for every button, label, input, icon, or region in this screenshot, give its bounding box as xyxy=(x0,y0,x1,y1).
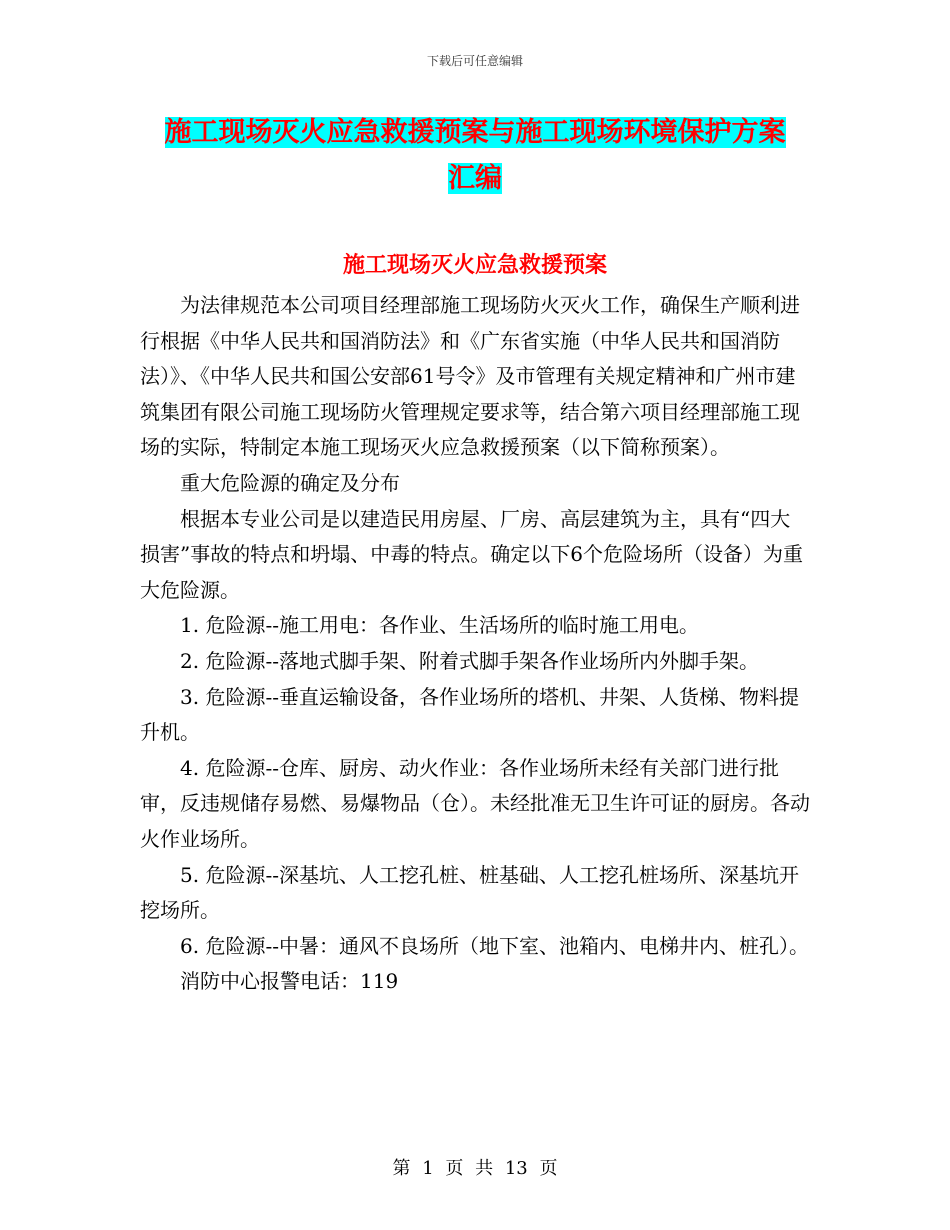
intro-paragraph: 为法律规范本公司项目经理部施工现场防火灭火工作，确保生产顺利进行根据《中华人民共和国消防法》和《广东省实施（中华人民共和国消防法）》、《中华人民共和国公安部61号令》及市管理有关规定精神和广州市建筑集团有限公司施工现场防火管理规定要求等，结合第六项目经理部施工现场的实际，特制定本施工现场灭火应急救援预案（以下简称预案）。 xyxy=(140,293,800,460)
hazard-item-5: 5. 危险源--深基坑、人工挖孔桩、桩基础、人工挖孔桩场所、深基坑开挖场所。 xyxy=(140,862,799,923)
page-footer: 第 1 页 共 13 页 xyxy=(392,1158,558,1179)
section-title: 施工现场灭火应急救援预案 xyxy=(342,252,607,278)
hazard-item-6: 6. 危险源--中暑：通风不良场所（地下室、池箱内、电梯井内、桩孔）。 xyxy=(180,933,809,958)
document-title-line-2: 汇编 xyxy=(448,163,502,194)
hazard-item-4: 4. 危险源--仓库、厨房、动火作业：各作业场所未经有关部门进行批审，反违规储存易燃、易爆物品（仓）。未经批准无卫生许可证的厨房。各动火作业场所。 xyxy=(140,755,810,851)
hazard-item-3: 3. 危险源--垂直运输设备，各作业场所的塔机、井架、人货梯、物料提升机。 xyxy=(140,684,799,745)
document-title xyxy=(140,110,810,202)
fire-alarm-phone: 消防中心报警电话：119 xyxy=(180,969,399,994)
hazard-item-1: 1. 危险源--施工用电：各作业、生活场所的临时施工用电。 xyxy=(180,613,699,638)
hazard-description: 根据本专业公司是以建造民用房屋、厂房、高层建筑为主，具有“四大损害”事故的特点和坍塌、中毒的特点。确定以下6个危险场所（设备）为重大危险源。 xyxy=(140,506,803,602)
page-header-note: 下载后可任意编辑 xyxy=(426,54,523,68)
document-body xyxy=(140,288,810,1000)
hazard-heading: 重大危险源的确定及分布 xyxy=(180,470,400,495)
document-title-line-1: 施工现场灭火应急救援预案与施工现场环境保护方案 xyxy=(164,117,786,148)
hazard-item-2: 2. 危险源--落地式脚手架、附着式脚手架各作业场所内外脚手架。 xyxy=(180,648,759,673)
